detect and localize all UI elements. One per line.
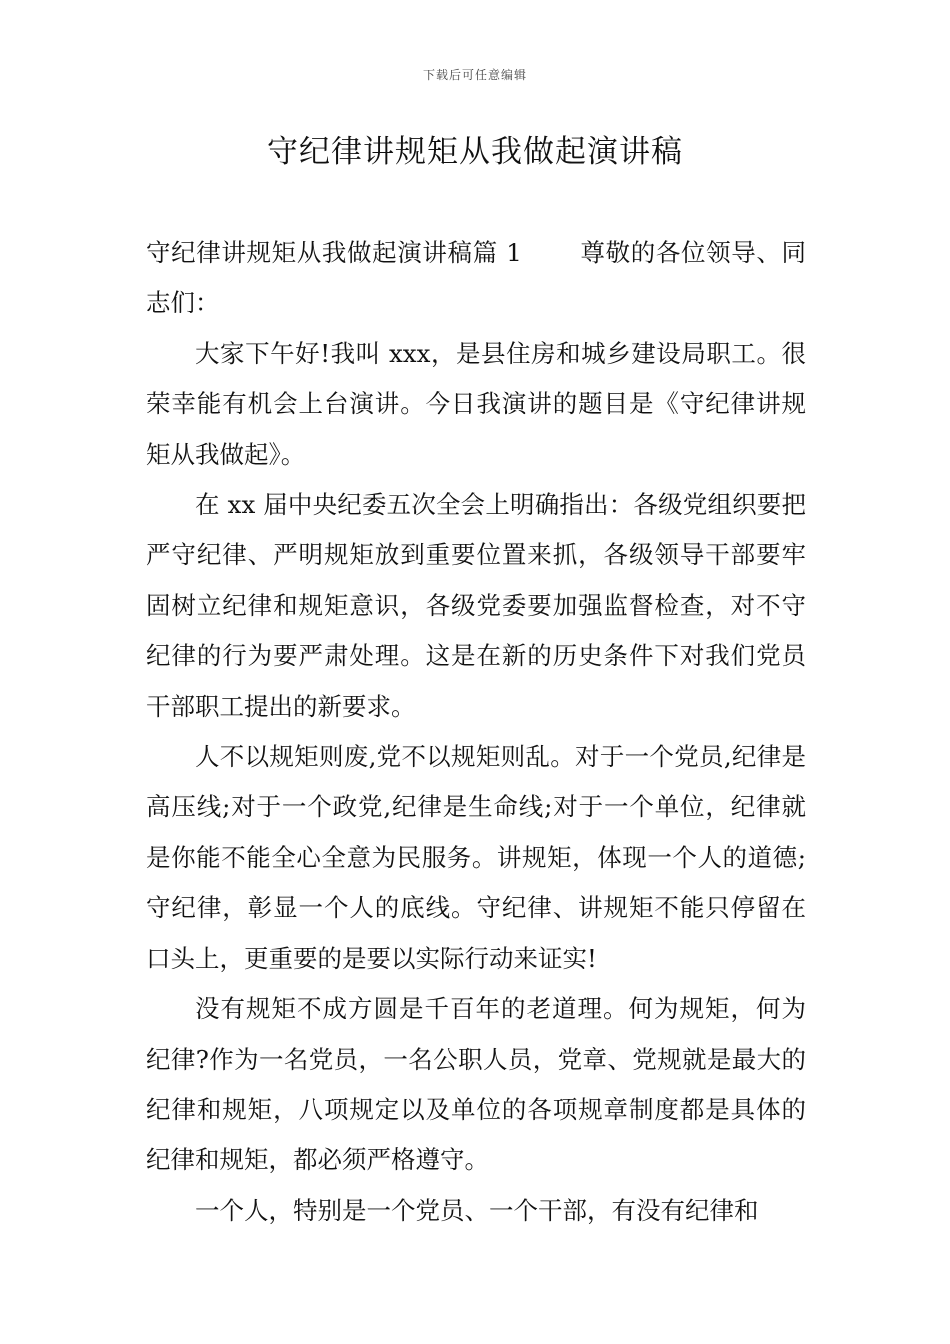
paragraph: 人不以规矩则废,党不以规矩则乱。对于一个党员,纪律是高压线;对于一个政党,纪律是生命线;对于一个单位，纪律就是你能不能全心全意为民服务。讲规矩，体现一个人的道德;守纪律，彰显一个人的底线。守纪律、讲规矩不能只停留在口头上，更重要的是要以实际行动来证实!: [146, 742, 806, 973]
salutation: 尊敬的各位领导、同志们：: [146, 238, 806, 318]
section-label: 守纪律讲规矩从我做起演讲稿篇 1: [146, 238, 522, 267]
paragraph: 一个人，特别是一个党员、一个干部，有没有纪律和: [195, 1195, 759, 1225]
document-title: 守纪律讲规矩从我做起演讲稿: [267, 134, 683, 170]
header-note: 下载后可任意编辑: [422, 68, 527, 82]
opening-line: [146, 228, 806, 329]
paragraph: 在 xx 届中央纪委五次全会上明确指出：各级党组织要把严守纪律、严明规矩放到重要位置来抓，各级领导干部要牢固树立纪律和规矩意识，各级党委要加强监督检查，对不守纪律的行为要严肃处理。这是在新的历史条件下对我们党员干部职工提出的新要求。: [146, 490, 806, 721]
paragraph: 大家下午好!我叫 xxx，是县住房和城乡建设局职工。很荣幸能有机会上台演讲。今日我演讲的题目是《守纪律讲规矩从我做起》。: [146, 338, 806, 469]
document-body: [146, 228, 806, 1236]
paragraph: 没有规矩不成方圆是千百年的老道理。何为规矩，何为纪律?作为一名党员，一名公职人员，党章、党规就是最大的纪律和规矩，八项规定以及单位的各项规章制度都是具体的纪律和规矩，都必须严格遵守。: [146, 994, 806, 1175]
